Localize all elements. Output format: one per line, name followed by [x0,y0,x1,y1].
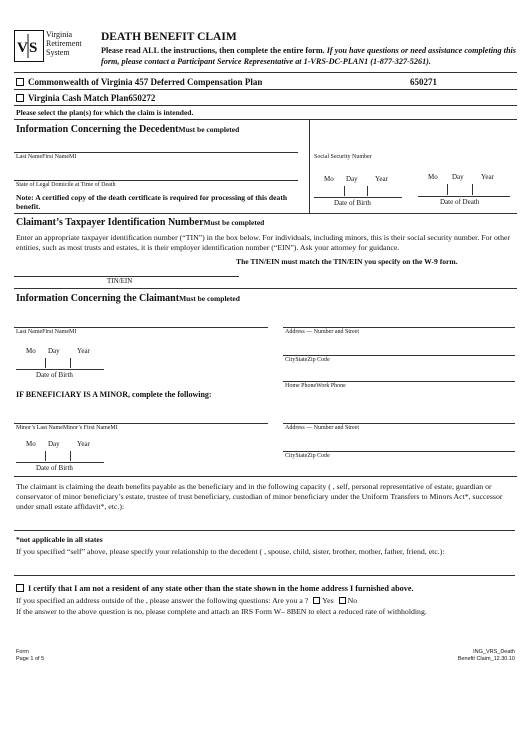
claimant-heading-text: Information Concerning the Claimant [16,293,180,304]
decedent-domicile-label: State of Legal Domicile at Time of Death [16,182,116,188]
claimant-dob-mo: Mo [26,347,36,355]
claimant-address-field[interactable] [283,312,515,326]
org-name-line3: System [46,48,70,57]
minor-name-label: Minor’s Last NameMinor’s First NameMI [16,425,118,431]
outside-address-question [16,596,357,605]
header-instructions [101,46,516,67]
decedent-heading-sub: Must be completed [178,125,240,134]
capacity-footnote: *not applicable in all states [16,535,103,544]
select-note: Please select the plan(s) for which the claim is intended. [16,108,194,117]
decedent-name-field[interactable] [14,136,298,151]
instructions-bold: Please read ALL the instructions, then complete the entire form. [101,46,325,55]
claimant-heading-sub: Must be completed [179,294,240,303]
plan2-checkbox[interactable] [16,94,24,102]
claimant-heading [16,293,240,304]
no-label: No [347,596,358,605]
decedent-dod-mo: Mo [428,173,438,181]
footer-left [16,649,44,663]
decedent-dod-year: Year [481,173,494,181]
minor-address-label: Address — Number and Street [285,425,359,431]
decedent-heading [16,124,239,135]
tin-field[interactable] [14,262,239,275]
decedent-name-label: Last NameFirst NameMI [16,154,77,160]
decedent-heading-text: Information Concerning the Decedent [16,124,179,135]
capacity-paragraph: The claimant is claiming the death benefits payable as the beneficiary and in the following capacity ( , self, personal representative of estate, guardian or conservator of minor beneficiary’s estate, trustee of trust beneficiary, custodian of minor beneficiary under the Uniform Transfers to Minors Act*, successor under small estate affidavit*, etc.): [16,482,503,511]
decedent-dob-mo: Mo [324,175,334,183]
claimant-phone-field[interactable] [283,366,515,380]
minor-dob-year: Year [77,440,90,448]
decedent-dob-day: Day [346,175,358,183]
minor-dob-day: Day [48,440,60,448]
svg-text:V: V [17,40,28,56]
plan2-row[interactable] [16,93,155,103]
self-relationship-note: If you specified “self” above, please specify your relationship to the decedent ( , spouse, child, sister, brother, mother, father, friend, etc.): [16,547,445,556]
tin-heading-text: Claimant’s Taxpayer Identification Number [16,217,204,228]
decedent-domicile-field[interactable] [14,163,298,179]
minor-address-field[interactable] [283,408,515,422]
decedent-dob-field[interactable] [314,185,402,196]
claimant-dob-field[interactable] [16,357,104,368]
footer-form: Form [16,649,29,655]
relationship-field[interactable] [14,561,515,574]
tin-paragraph: Enter an appropriate taxpayer identification number (“TIN”) in the box below. For individuals, including minors, this is their social security number. For other entities, such as most trusts and estates, it is their employer identification number (“EIN”). Ask your attorney for guidance. [16,233,511,252]
plan1-row[interactable] [16,77,262,87]
minor-dob-field[interactable] [16,450,104,461]
decedent-dob-year: Year [375,175,388,183]
capacity-field[interactable] [14,516,515,529]
claimant-name-label: Last NameFirst NameMI [16,329,77,335]
w8ben-instruction: If the answer to the above question is no, please complete and attach an IRS Form W– 8BEN to elect a reduced rate of withholding. [16,607,427,616]
death-certificate-note: Note: A certified copy of the death certificate is required for processing of this death benefit. [16,193,288,211]
minor-csz-label: CityStateZip Code [285,453,330,459]
claimant-phone-label: Home PhoneWork Phone [285,383,346,389]
minor-dob-mo: Mo [26,440,36,448]
no-checkbox[interactable] [339,597,346,604]
org-name-line1: Virginia [46,30,73,39]
footer-code2: Benefit Claim_12.30.10 [457,656,515,662]
plan2-label: Virginia Cash Match Plan650272 [28,93,156,103]
decedent-dod-field[interactable] [418,183,510,195]
minor-name-field[interactable] [14,408,268,422]
claimant-name-field[interactable] [14,312,268,326]
org-name-line2: Retirement [46,39,82,48]
minor-dob-label: Date of Birth [36,464,73,472]
minor-heading: IF BENEFICIARY IS A MINOR, complete the following: [16,390,212,399]
org-name [46,30,82,57]
residency-statement: I certify that I am not a resident of any state other than the state shown in the home address I furnished above. [28,584,414,593]
decedent-dod-day: Day [452,173,464,181]
plan1-checkbox[interactable] [16,78,24,86]
claimant-dob-year: Year [77,347,90,355]
yes-label: Yes [322,596,334,605]
claimant-dob-day: Day [48,347,60,355]
svg-text:S: S [29,40,38,56]
footer-page: Page 1 of 5 [16,656,45,662]
vrs-logo-icon [15,31,43,61]
tin-match-note: The TIN/EIN must match the TIN/EIN you specify on the W-9 form. [236,257,458,266]
yes-checkbox[interactable] [313,597,320,604]
plan1-label: Commonwealth of Virginia 457 Deferred Compensation Plan [28,77,263,87]
footer-right [458,649,515,663]
decedent-ssn-label: Social Security Number [314,154,372,160]
residency-checkbox[interactable] [16,584,24,592]
plan1-number: 650271 [410,77,437,87]
tin-label: TIN/EIN [107,277,133,285]
claimant-csz-field[interactable] [283,340,515,354]
claimant-csz-label: CityStateZip Code [285,357,330,363]
minor-csz-field[interactable] [283,436,515,450]
decedent-dod-label: Date of Death [440,198,480,206]
vrs-logo [14,30,44,62]
footer-code1: ING_VRS_Death [473,649,515,655]
instructions-italic-2: completing this form, please contact a Participant Service Representative at 1-VRS-DC-PLAN1 (1-877-327-5261). [101,46,516,66]
tin-heading-sub: Must be completed [203,218,265,227]
residency-certification[interactable] [16,584,414,593]
instructions-italic-1: If you have questions or need assistance [326,46,463,55]
decedent-dob-label: Date of Birth [334,199,371,207]
tin-heading [16,217,264,228]
claimant-dob-label: Date of Birth [36,371,73,379]
page-title: DEATH BENEFIT CLAIM [101,31,237,43]
claimant-address-label: Address — Number and Street [285,329,359,335]
outside-address-question-text: If you specified an address outside of the , please answer the following questions: Are you a ? [16,596,309,605]
